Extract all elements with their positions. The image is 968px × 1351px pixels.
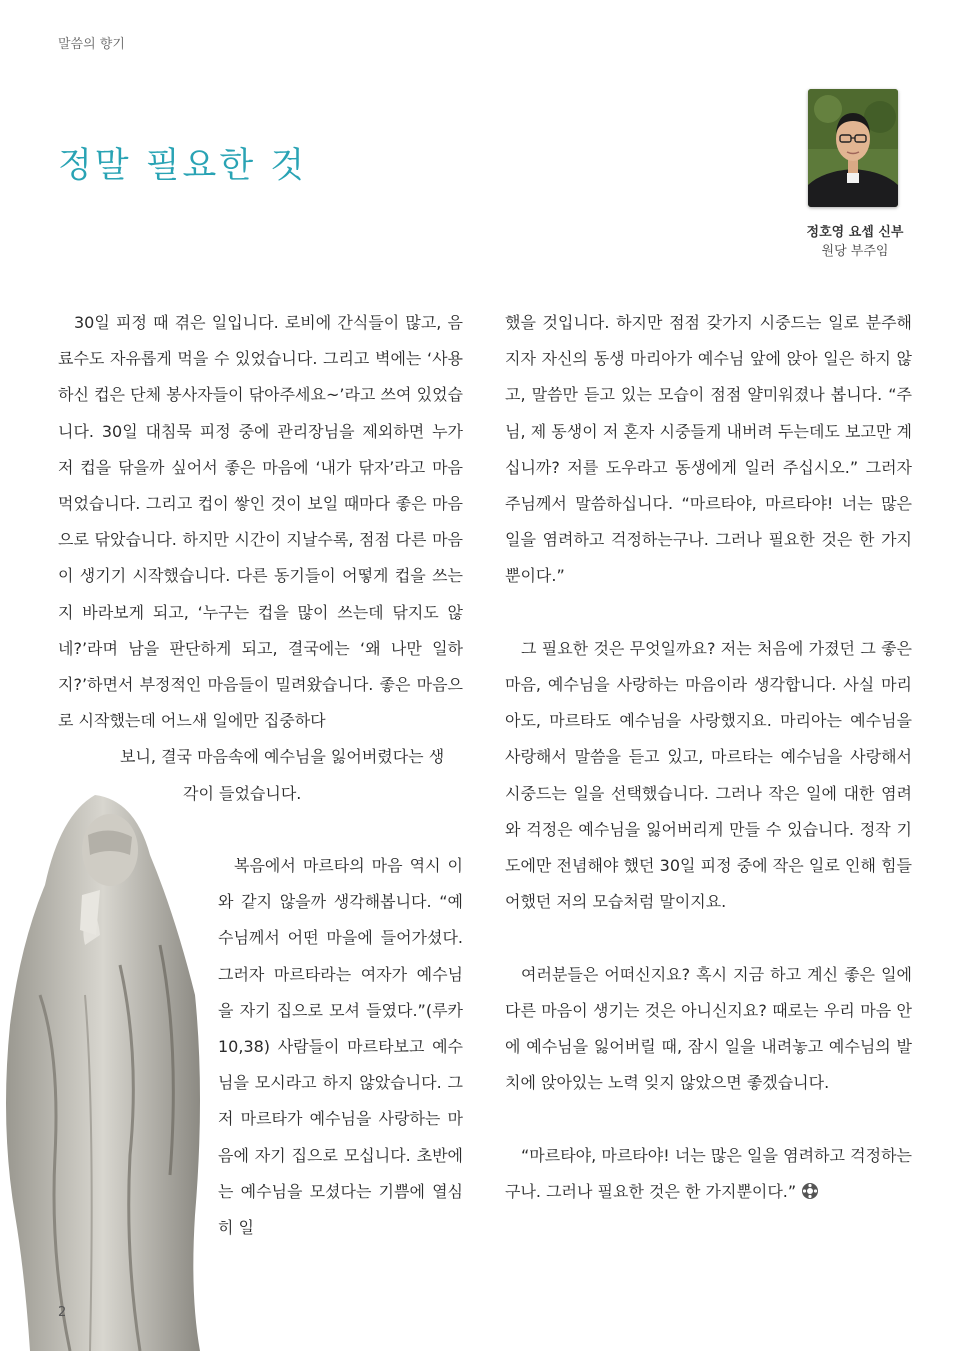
right-column xyxy=(505,305,912,1210)
paragraph: 30일 피정 때 겪은 일입니다. 로비에 간식들이 많고, 음료수도 자유롭게 먹을 수 있었습니다. 그리고 벽에는 ‘사용하신 컵은 단체 봉사자들이 닦아주세요~’라고 쓰여 있었습니다. 30일 대침묵 피정 중에 관리장님을 제외하면 누가 저 컵을 닦을까 싶어서 좋은 마음에 ‘내가 닦자’라고 마음먹었습니다. 그리고 컵이 쌓인 것이 보일 때마다 좋은 마음으로 닦았습니다. 하지만 시간이 지날수록, 점점 다른 마음이 생기기 시작했습니다. 다른 동기들이 어떻게 컵을 쓰는지 바라보게 되고, ‘누구는 컵을 많이 쓰는데 닦지도 않네?’라며 남을 판단하게 되고, 결국에는 ‘왜 나만 일하지?’하면서 부정적인 마음들이 밀려왔습니다. 좋은 마음으로 시작했는데 어느새 일에만 집중하다 xyxy=(58,313,463,731)
paragraph: 그 필요한 것은 무엇일까요? 저는 처음에 가졌던 그 좋은 마음, 예수님을 사랑하는 마음이라 생각합니다. 사실 마리아도, 마르타도 예수님을 사랑했지요. 마리아는 예수님을 사랑해서 말씀을 듣고 있고, 마르타는 예수님을 사랑해서 시중드는 일을 선택했습니다. 그러나 작은 일에 대한 염려와 걱정은 예수님을 잃어버리게 만들 수 있습니다. 정작 기도에만 전념해야 했던 30일 피정 중에 작은 일로 인해 힘들어했던 저의 모습처럼 말이지요. xyxy=(505,638,912,912)
section-label: 말씀의 향기 xyxy=(58,37,125,52)
page-number: 2 xyxy=(58,1305,67,1320)
closing-quote: “마르타야, 마르타야! 너는 많은 일을 염려하고 걱정하는구나. 그러나 필요한 것은 한 가지뿐이다.” xyxy=(505,1145,912,1201)
statue-illustration xyxy=(0,795,205,1351)
end-mark-icon xyxy=(801,1182,819,1200)
paragraph: 복음에서 마르타의 마음 역시 이와 같지 않을까 생각해봅니다. “예수님께서 어떤 마을에 들어가셨다. 그러자 마르타라는 여자가 예수님을 자기 집으로 모셔 들였다.”(루카 10,38) 사람들이 마르타보고 예수님을 모시라고 하지 않았습니다. 그저 마르타가 예수님을 사랑하는 마음에 자기 집으로 모십니다. 초반에는 예수님을 모셨다는 기쁨에 열심히 일 xyxy=(218,856,463,1238)
page-title: 정말 필요한 것 xyxy=(58,146,308,186)
author-role: 원당 부주임 xyxy=(821,244,889,259)
paragraph: 했을 것입니다. 하지만 점점 갖가지 시중드는 일로 분주해지자 자신의 동생 마리아가 예수님 앞에 앉아 일은 하지 않고, 말씀만 듣고 있는 모습이 점점 얄미워졌나 봅니다. “주님, 제 동생이 저 혼자 시중들게 내버려 두는데도 보고만 계십니까? 저를 도우라고 동생에게 일러 주십시오.” 그러자 주님께서 말씀하십니다. “마르타야, 마르타야! 너는 많은 일을 염려하고 걱정하는구나. 그러나 필요한 것은 한 가지뿐이다.” xyxy=(505,313,912,586)
author-info xyxy=(790,223,920,261)
paragraph-line: 각이 들었습니다. xyxy=(183,783,302,803)
paragraph xyxy=(505,1138,912,1210)
paragraph: 여러분들은 어떠신지요? 혹시 지금 하고 계신 좋은 일에 다른 마음이 생기는 것은 아니신지요? 때로는 우리 마음 안에 예수님을 잃어버릴 때, 잠시 일을 내려놓고 예수님의 발치에 앉아있는 노력 잊지 않았으면 좋겠습니다. xyxy=(505,964,912,1093)
author-photo xyxy=(808,89,898,207)
paragraph-line: 보니, 결국 마음속에 예수님을 잃어버렸다는 생 xyxy=(120,747,445,767)
author-name: 정호영 요셉 신부 xyxy=(806,225,904,240)
